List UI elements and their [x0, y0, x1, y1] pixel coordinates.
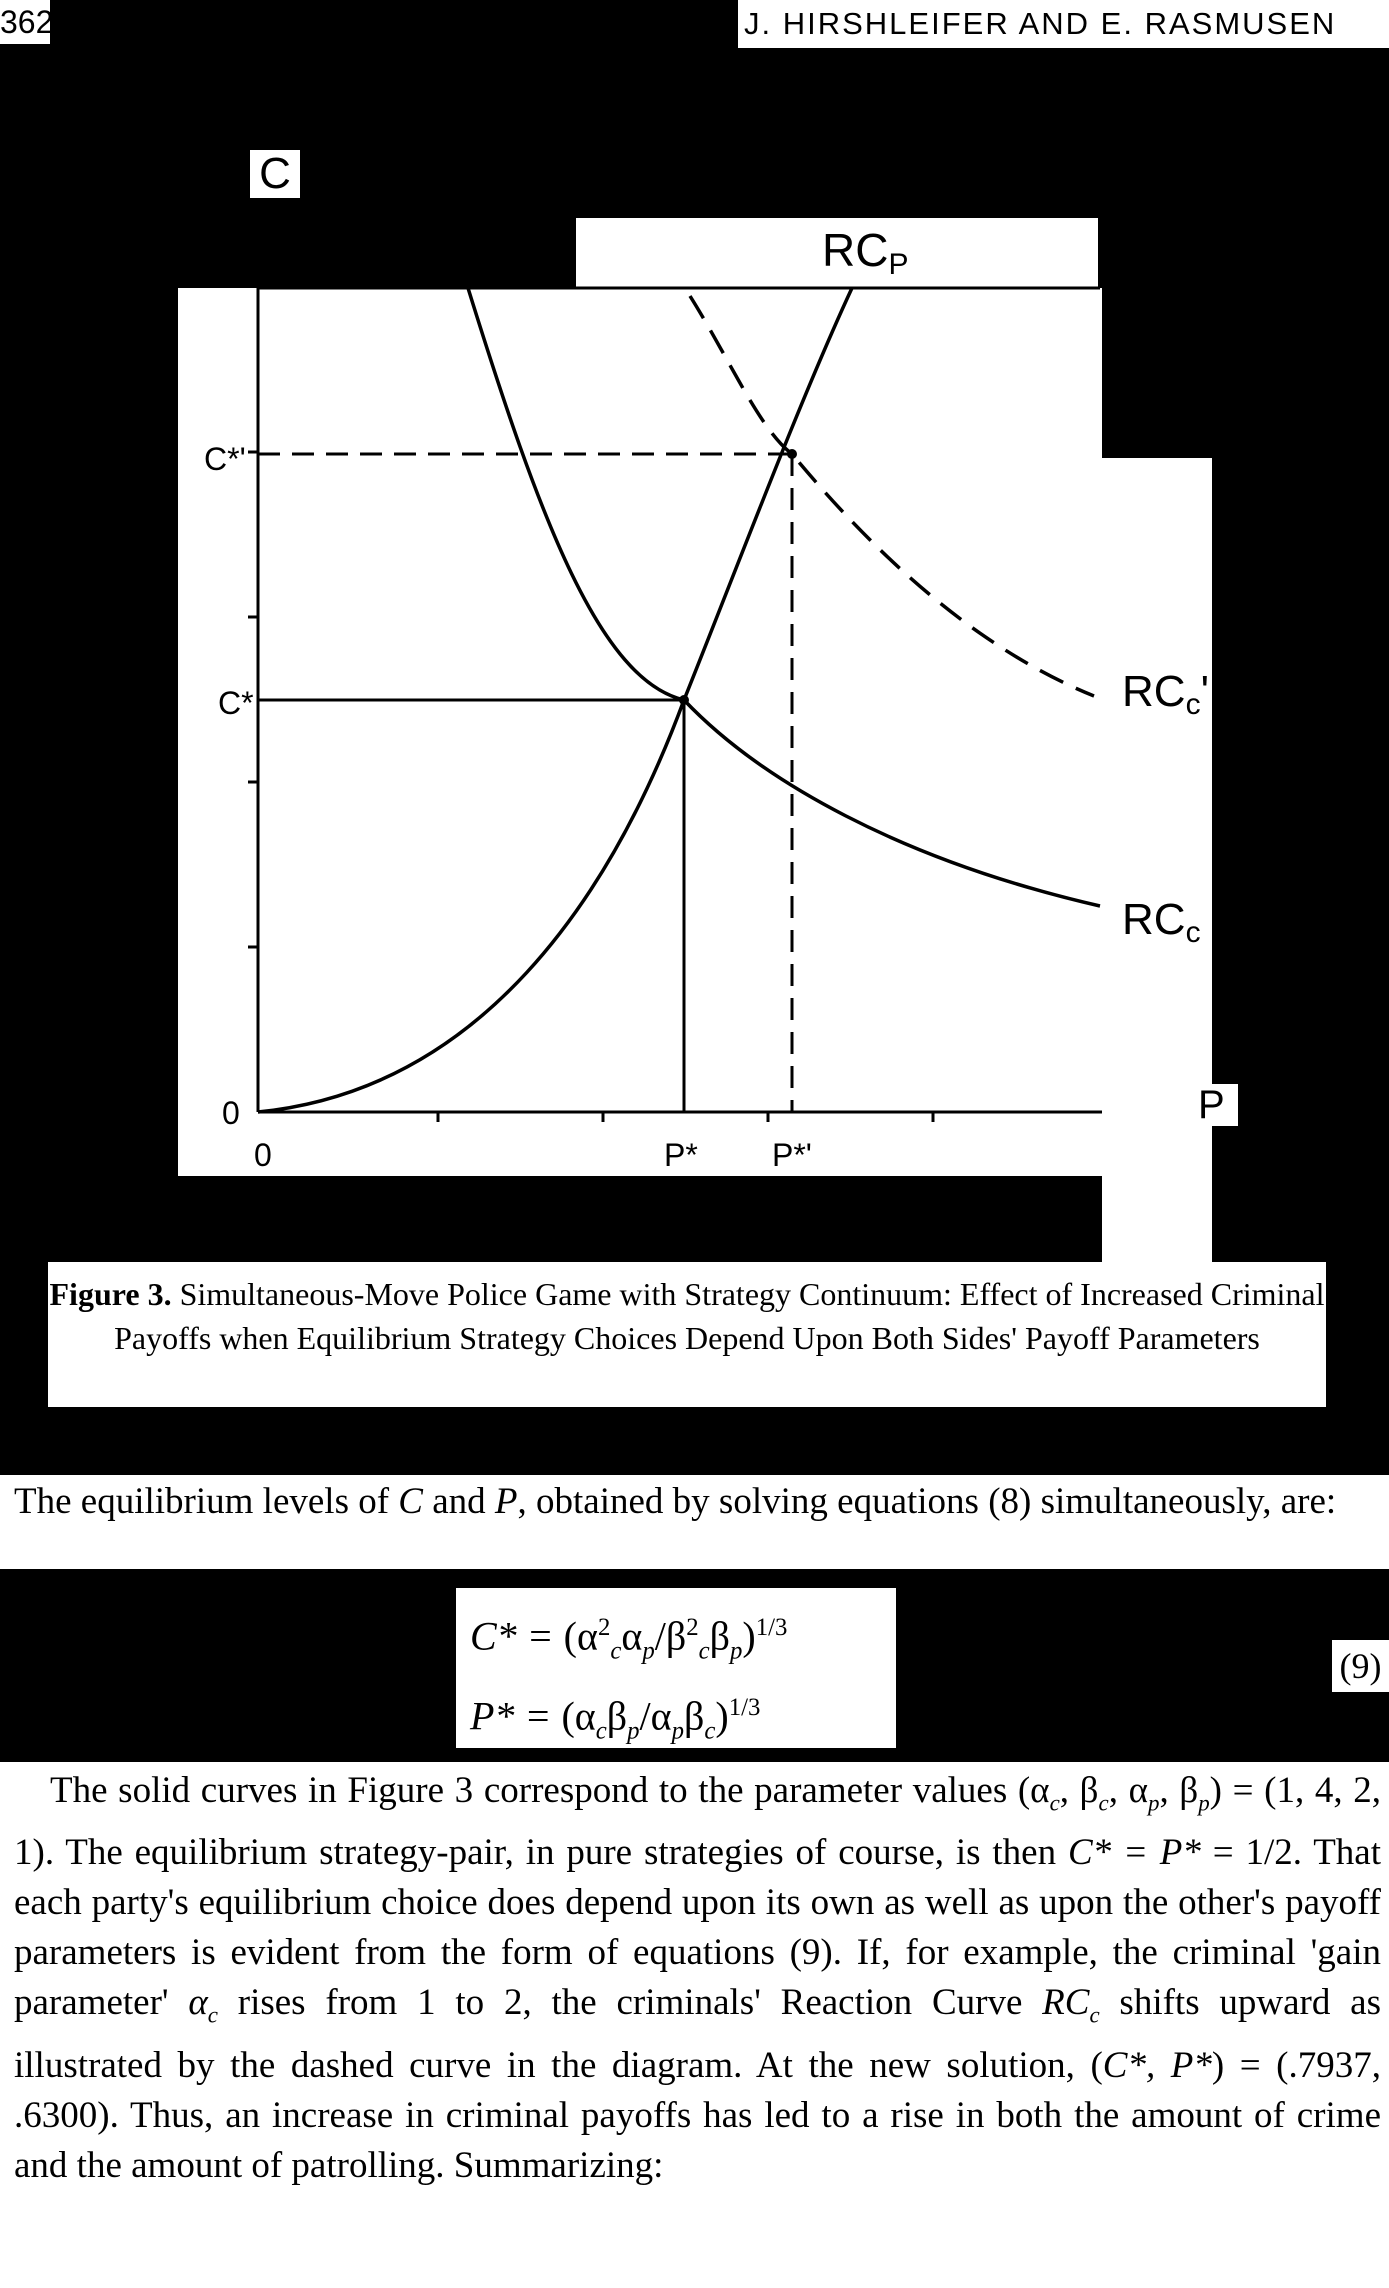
caption-text: Simultaneous-Move Police Game with Strategy Continuum: Effect of Increased Criminal Payoffs when Equilibrium Strategy Choices Depend Upon Both Sides' Payoff Parameters — [114, 1276, 1325, 1356]
para1-var-c: C — [398, 1481, 423, 1522]
eq1-rhs: (α — [563, 1613, 598, 1659]
eq1-lhs: C* = — [470, 1613, 564, 1659]
p-star-prime-label: P*' — [772, 1137, 812, 1173]
eq2-rhs: (α — [561, 1693, 596, 1739]
para1-text-2: and — [422, 1481, 495, 1522]
para1-var-p: P — [494, 1481, 518, 1522]
c-star-prime-label: C*' — [204, 441, 246, 477]
equation-p-star: $P* = (\alpha_c\beta_p/\alpha_p\beta_c)^{1/3}$ — [470, 1693, 761, 1745]
y-zero-label: 0 — [222, 1095, 240, 1131]
c-star-label: C* — [218, 685, 254, 721]
paragraph-discussion: The solid curves in Figure 3 correspond to the parameter values ($\alpha_c$, $\beta_c$, $\alpha_p$, $\beta_p) = (1$, 4, 2, 1). The equilibrium strategy-pair, in pure strategies of course, is then C* = P* = 1/2. That each party's equilibrium choice does depend upon its own as well as upon the other's payoff parameters is evident from the form of equations (9). If, for example, the criminal 'gain parameter' $\alpha_c$ rises from 1 to 2, the criminals' Reaction Curve $RC_c$ shifts upward as illustrated by the dashed curve in the diagram. At the new solution, (C*, P*) = (.7937, .6300). Thus, an increase in criminal payoffs has led to a rise in both the amount of crime and the amount of patrolling. Summarizing: — [0, 1762, 1389, 2288]
para2-text-1: The solid curves in Figure 3 correspond to the parameter values (α — [50, 1770, 1050, 1811]
caption-label: Figure 3. — [49, 1276, 172, 1312]
para1-text-3: , obtained by solving equations (8) simultaneously, are: — [517, 1481, 1337, 1522]
equilibrium-point-prime — [787, 449, 797, 459]
equation-block — [456, 1588, 896, 1748]
para2-text-5: shifts upward as illustrated by the dashed curve in the diagram. At the new solution, ( — [14, 1982, 1381, 2086]
para2-text-4: rises from 1 to 2, the criminals' Reaction Curve — [217, 1982, 1043, 2024]
x-axis-label: P — [1198, 1083, 1225, 1127]
plot-right-background — [1102, 458, 1212, 1262]
rc-c-label: RCc — [1122, 895, 1201, 949]
rc-c-prime-label: RCc' — [1122, 667, 1209, 721]
figure-caption — [48, 1262, 1326, 1407]
x-zero-label: 0 — [254, 1137, 272, 1173]
paragraph-intro — [0, 1475, 1389, 1569]
p-star-label: P* — [664, 1137, 698, 1173]
para2-eq-inline: C* = P* — [1067, 1832, 1201, 1874]
equation-number: (9) — [1332, 1640, 1389, 1692]
y-axis-label: C — [250, 150, 300, 198]
page-number: 362 — [0, 0, 50, 44]
rc-p-label: RCP — [822, 224, 909, 281]
para2-text-6: ) = (.7937, .6300). Thus, an increase in criminal payoffs has led to a rise in both the amount of crime and the amount of patrolling. Summarizing: — [14, 2044, 1382, 2186]
para1-text-1: The equilibrium levels of — [14, 1481, 399, 1522]
para2-text-3: = 1/2. That each party's equilibrium choice does depend upon its own as well as upon the other's payoff parameters is evident from the form of equations (9). If, for example, the criminal 'gain parameter' — [14, 1832, 1381, 2024]
para2-solution-vars: C*, P* — [1102, 2044, 1212, 2086]
para2-text-2: ) = (1, 4, 2, 1). The equilibrium strategy-pair, in pure strategies of course, is then — [14, 1770, 1382, 1874]
equilibrium-point — [679, 695, 689, 705]
running-head: J. HIRSHLEIFER AND E. RASMUSEN — [738, 0, 1389, 48]
plot-background — [178, 288, 1102, 1176]
equation-c-star: $C* = (\alpha^2_c\alpha_p/\beta^2_c\beta_p)^{1/3}$ — [470, 1613, 788, 1665]
eq2-lhs: P* = — [470, 1693, 562, 1739]
